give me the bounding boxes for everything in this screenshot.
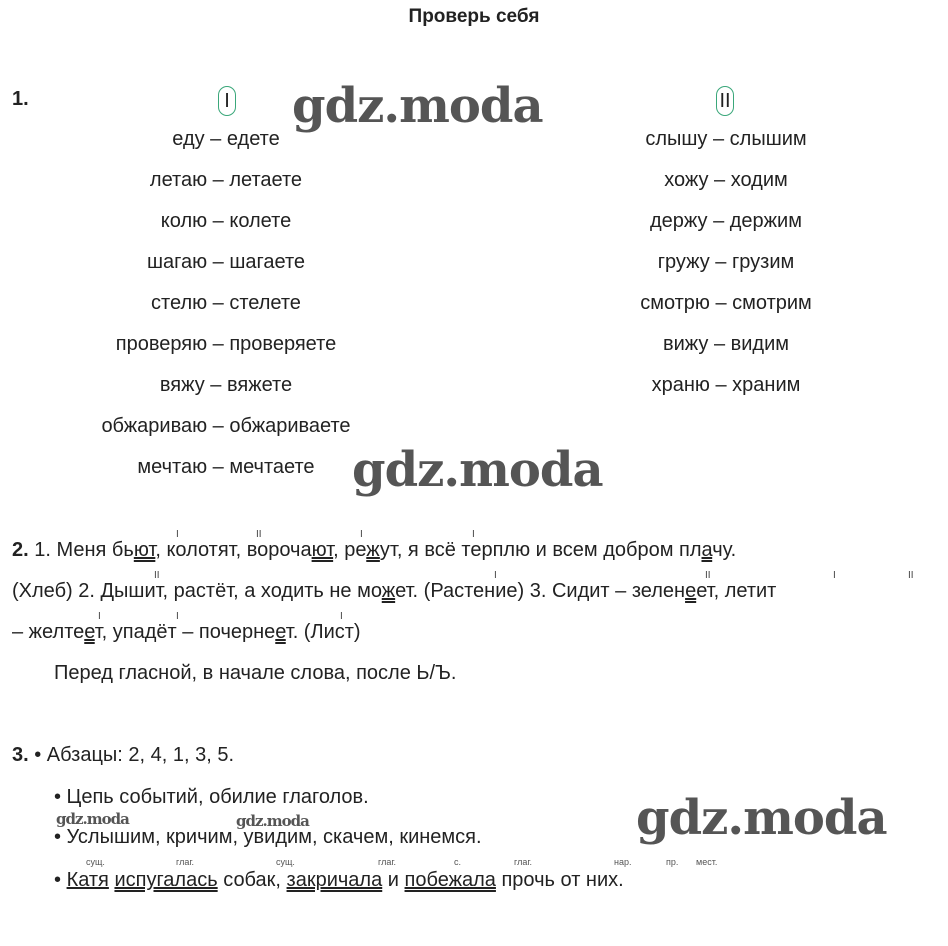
conjugation-2-header: II <box>716 86 734 116</box>
task-2-line-3: – желтеет, упадёт – почернеет. (Лист) <box>12 621 361 643</box>
conjugation-mark: I <box>360 529 363 540</box>
task-3-events: • Цепь событий, обилие глаголов. <box>54 786 369 808</box>
part-of-speech-label: с. <box>454 857 462 867</box>
conjugation-mark: II <box>908 570 914 581</box>
page-title: Проверь себя <box>408 6 540 27</box>
conjugation-1-pair: проверяю – проверяете <box>115 333 337 355</box>
conjugation-1-pair: обжариваю – обжариваете <box>101 415 351 437</box>
predicate-word: побежала <box>404 869 496 891</box>
conjugation-2-pair: гружу – грузим <box>657 251 795 273</box>
conjugation-mark: I <box>833 570 836 581</box>
conjugation-2-pair: вижу – видим <box>662 333 790 355</box>
conjugation-mark: I <box>176 529 179 540</box>
watermark: gdz.moda <box>236 812 309 830</box>
conjugation-2-pair: храню – храним <box>651 374 801 396</box>
conjugation-mark: I <box>340 611 343 622</box>
watermark: gdz.moda <box>352 442 603 498</box>
subject-word: Катя <box>66 869 109 891</box>
conjugation-2-pair: слышу – слышим <box>645 128 807 150</box>
conjugation-mark: II <box>705 570 711 581</box>
conjugation-2-pair: хожу – ходим <box>664 169 788 191</box>
task-2-line-2: (Хлеб) 2. Дышит, растёт, а ходить не может. (Растение) 3. Сидит – зеленеет, летит <box>12 580 777 602</box>
part-of-speech-label: сущ. <box>86 857 105 867</box>
watermark: gdz.moda <box>292 78 543 134</box>
task-2-line-1: 2. 1. Меня бьют, колотят, ворочaют, режут, я всё терплю и всем добром плачу. <box>12 539 737 561</box>
conjugation-2-pair: смотрю – смотрим <box>640 292 812 314</box>
part-of-speech-label: глаг. <box>176 857 195 867</box>
conjugation-1-pair: стелю – стелете <box>151 292 301 314</box>
watermark: gdz.moda <box>636 790 887 846</box>
part-of-speech-label: глаг. <box>378 857 397 867</box>
task-3-paragraphs: 3. • Абзацы: 2, 4, 1, 3, 5. <box>12 744 235 766</box>
part-of-speech-label: пр. <box>666 857 679 867</box>
conjugation-1-pair: колю – колете <box>160 210 292 232</box>
task-3-sentence: • Катя испугалась собак, закричала и побежала прочь от них. <box>54 869 624 891</box>
conjugation-mark: II <box>154 570 160 581</box>
conjugation-mark: I <box>176 611 179 622</box>
task-2-number: 2. <box>12 539 29 561</box>
part-of-speech-label: глаг. <box>514 857 533 867</box>
task-2-note: Перед гласной, в начале слова, после Ь/Ъ. <box>54 662 457 684</box>
conjugation-1-pair: шагаю – шагаете <box>146 251 306 273</box>
predicate-word: закричала <box>286 869 383 891</box>
part-of-speech-label: мест. <box>696 857 718 867</box>
part-of-speech-label: сущ. <box>276 857 295 867</box>
task-3-verbs: • Услышим, кричим, увидим, скачем, кинемся. <box>54 826 482 848</box>
conjugation-1-header: I <box>218 86 236 116</box>
conjugation-mark: I <box>98 611 101 622</box>
task-3-number: 3. <box>12 744 29 766</box>
watermark: gdz.moda <box>56 810 129 828</box>
conjugation-1-pair: вяжу – вяжете <box>159 374 293 396</box>
conjugation-1-pair: летаю – летаете <box>149 169 303 191</box>
part-of-speech-label: нар. <box>614 857 632 867</box>
conjugation-mark: I <box>472 529 475 540</box>
conjugation-1-pair: еду – едете <box>172 128 280 150</box>
conjugation-1-pair: мечтаю – мечтаете <box>137 456 315 478</box>
conjugation-mark: I <box>494 570 497 581</box>
conjugation-2-pair: держу – держим <box>650 210 802 232</box>
conjugation-mark: II <box>256 529 262 540</box>
task-1-number: 1. <box>12 88 29 110</box>
predicate-word: испугалась <box>114 869 218 891</box>
